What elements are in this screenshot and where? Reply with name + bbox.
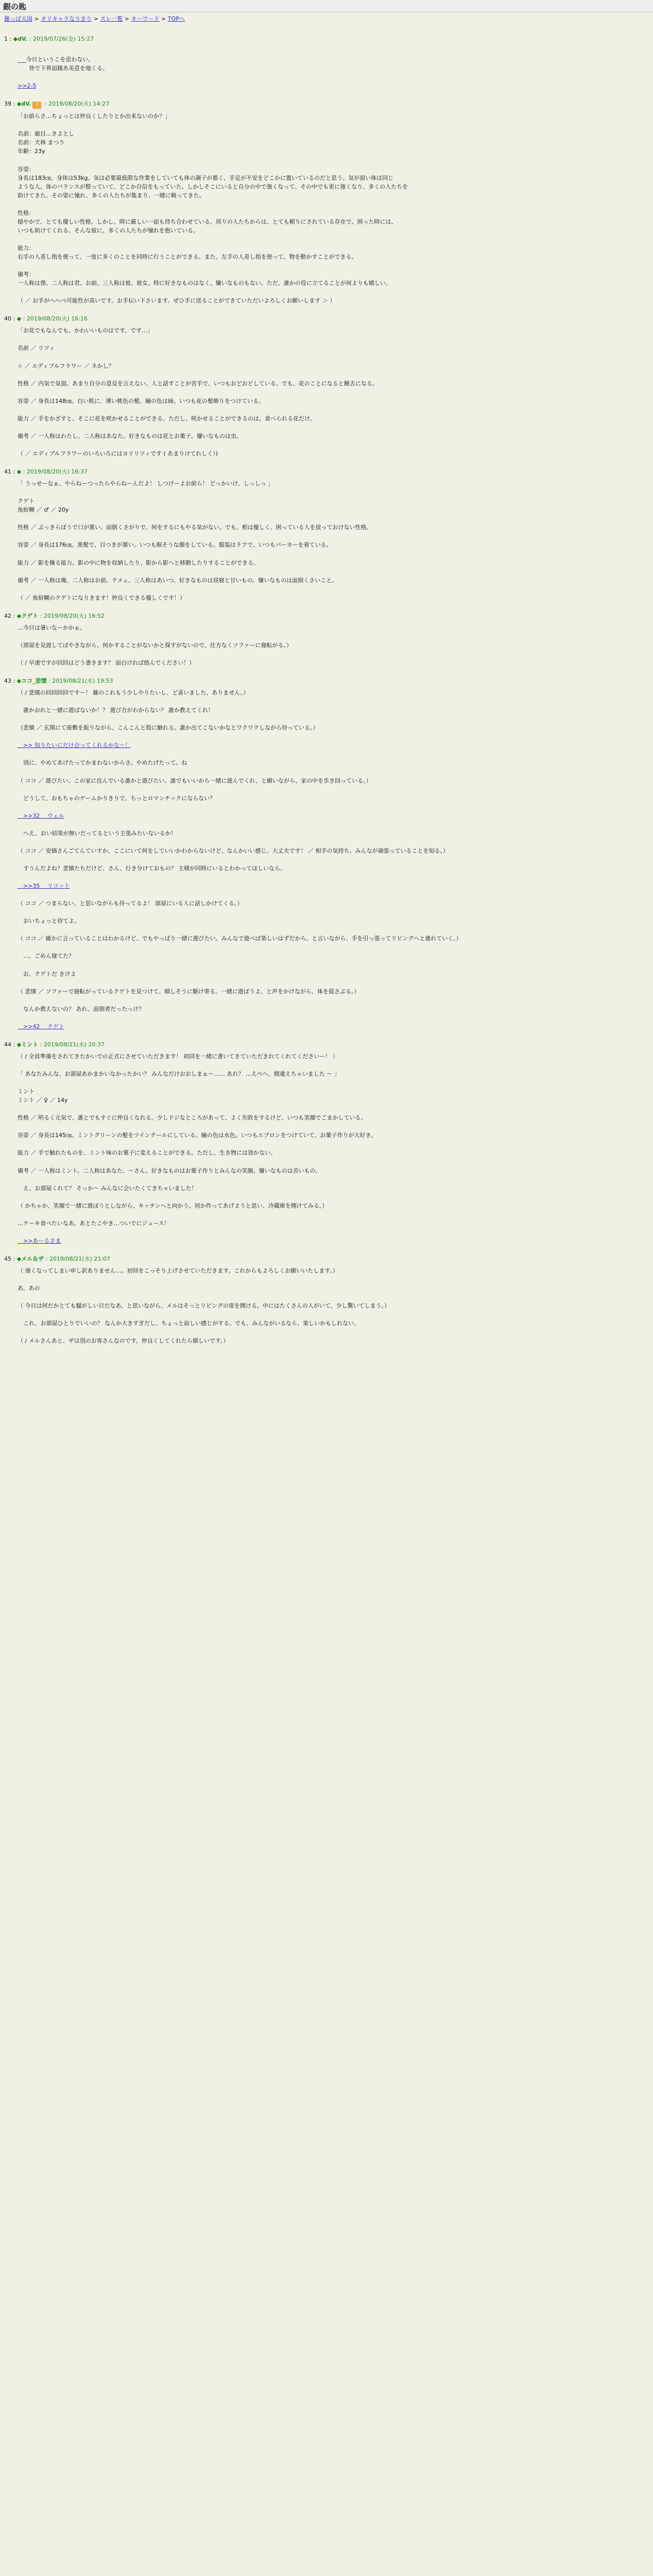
post-body [4,688,649,1031]
blank-line [18,978,649,987]
blank-line [18,532,649,540]
poster-name: クゲト [21,612,39,619]
post-text-line: （部屋を見渡してぼやきながら、何かすることがないかと探すがないので、仕方なくソファーに寝転がる。） [18,641,293,649]
post-header [4,99,649,109]
diamond-icon: ◆ [13,36,18,43]
blank-line [18,200,649,209]
blank-line [18,873,649,882]
post-text-line: （ ／ エディブルフラワーのいろいろにはヨリリツィです ( あまりけてれしく）) [18,450,218,457]
blank-line [18,650,649,658]
blank-line [18,715,649,723]
post-text-line: ___今日というこを思わない。 [18,56,94,63]
post-number[interactable]: 40 : [4,315,17,323]
post-text-line: え、お部屋くれて？ そっか〜 みんなに会いたくてきちゃいました！ [18,1184,197,1192]
blank-line [18,803,649,811]
post-text-line: 右手の人差し指を使って、一度に多くのことを同時に行うことができる。また、左手の人差し指を使って、物を動かすことができる。 [18,253,357,261]
blank-line [18,697,649,706]
post-text-line: （ ココ ／ 遊びたい、この家に住んでいる誰かと遊びたい。誰でもいいから一緒に遊んでくれ、と願いながら、家の中を歩き回っている。） [18,777,372,784]
post-list [0,35,653,1345]
reply-link[interactable]: >>32 ウェル [18,812,64,819]
post-number[interactable]: 44 : [4,1041,17,1048]
post-date: : 2019/08/21(水) 21:07 [44,1255,111,1262]
blank-line [18,1228,649,1236]
blank-line [18,820,649,829]
post-date: : 2019/08/20(火) 16:52 [38,612,105,619]
post-text-line: 性格： [18,209,35,216]
post-text-line: （ / 全員準備をされてきたかいでの正式にさせていただきます！ 初回を一緒に書いてきていただきれてくれてくださいー！ ） [18,1053,338,1060]
post-text-line: クゲト [18,498,35,505]
post-text-line: 備考： [18,271,35,278]
post-header [4,467,649,476]
post-body [4,46,649,90]
post-date: : 2019/07/26(金) 15:27 [27,36,94,43]
poster-name: ココ_悲憤 [21,677,47,685]
post-text-line: 能力 ／ 手をかざすと、そこに花を咲かせることができる。ただし、咲かせることができるのは、食べられる花だけ。 [18,415,316,422]
post-text-line: …、ごめん寝てた？ [18,953,74,960]
post-header [4,1255,649,1263]
post-date: : 2019/08/21(水) 19:53 [46,677,113,685]
breadcrumb-separator: > [159,15,168,22]
post-text-line: なんか教えないの？ あれ、面倒者だったっけ？ [18,1005,145,1012]
blank-line [18,352,649,361]
post-text-line: 穏やかで、とても優しい性格。しかし、時に厳しい一面も持ち合わせている。周りの人たちからは、とても頼りにされている存在で、困った時には、 [18,218,397,225]
post-text-line: 容姿 ／ 身長は148㎝。白い肌に、薄い桃色の髪。瞳の色は緑。いつも花の髪飾りをつけている。 [18,397,264,404]
post-body [4,1052,649,1245]
breadcrumb-separator: > [123,15,131,22]
post [4,35,649,90]
blank-line [18,925,649,934]
reply-link[interactable]: >>35 リコット [18,883,70,890]
post-text-line: （ 悲憤 ／ ソファーで寝転がっているクゲトを見つけて、嬉しそうに駆け寄る。一緒に遊ぼうよ、と声をかけながら、体を揺さぶる。） [18,988,360,995]
post-text-line: すうんだよね？悲憤たちだけど、さん、行き分けておもの？ 主様が同時にいるとわかってほしいなら。 [18,865,286,872]
post-header [4,612,649,620]
blank-line [18,156,649,165]
blank-line [18,261,649,270]
post-body [4,1266,649,1345]
breadcrumb-link[interactable]: オリキャラなりきり [41,15,92,22]
diamond-icon: ◆ [16,1041,22,1048]
post-text-line: （ ココ ／ 安価さんごてんていすか、ここにいて何をしていいかわからないけど、なんかいい感じ。大丈夫です！ ／ 相手の気持ち、みんなが頑張っていることを知る。） [18,847,449,854]
post-text-line: これ、お部屋ひとりでいいの？ なんか大きすぎだし、ちょっと寂しい感じがする。でも、みんながいるなら、楽しいかもしれない。 [18,1320,360,1327]
post-text-line: ミント ／ ♀ ／ 14y [18,1097,68,1104]
post-text-line: （ ／ 角紛糊のクゲトになりきます！仲良くできる優しくです！） [18,594,185,601]
diamond-icon: ◆ [16,315,22,323]
post-text-line: 別に、やめてあげたってかまわないからさ。やめたげたって。ね [18,759,187,767]
breadcrumb-link[interactable]: TOPへ [167,15,185,22]
blank-line [18,567,649,576]
diamond-icon: ◆ [16,612,22,619]
post-number[interactable]: 45 : [4,1255,17,1262]
reply-link[interactable]: >>あーるさま [18,1237,61,1244]
breadcrumb-link[interactable]: スレ一覧 [100,15,123,22]
poster-name: メル＆ザ [21,1255,44,1262]
post-text-line: （ / 悲憤の回回回回です〜！ 雑のこれもう少しやりたいし、ど喜いました、ありません。） [18,689,249,697]
post-text-line: 「 うっせーなぁ、やらねーつったらやらねーんだよ！ しつけーよお前ら！ どっかいけ、しっしっ 」 [18,480,274,487]
blank-line [18,405,649,414]
post-number[interactable]: 39 : [4,100,17,108]
blank-line [18,440,649,449]
reply-link[interactable]: >>42 クゲト [18,1023,64,1030]
post-text-line: お、クゲトだ きけよ [18,970,76,977]
breadcrumb [0,12,653,25]
post-text-line: 備考 ／ 一人称は俺。二人称はお前、テメェ。三人称はあいつ。好きなものは昼寝と甘いもの。嫌いなものは面倒くさいこと。 [18,577,338,584]
post-body [4,479,649,602]
blank-line [18,1078,649,1087]
blank-line [18,1193,649,1201]
blank-line [18,549,649,558]
blank-line [18,1013,649,1022]
post-text-line: 誰かおれと一緒に遊ばないか！？ 遊び方がわからない？ 誰か教えてくれ！ [18,707,214,714]
blank-line [18,996,649,1005]
diamond-icon: ◆ [16,1255,22,1262]
post-text-line: 身長は183㎝、身体は53kg。気は必要最低限な作業をしていても体の調子が悪く、手足が不安をどこかに置いているのだと思う。気が弱い体は同じ [18,174,394,181]
post-text-line: 名前：鹿目…きよとし [18,130,74,138]
post-text-line: 能力： [18,244,35,251]
post-text-line: ミント [18,1088,35,1095]
diamond-icon: ◆ [16,468,22,476]
diamond-icon: ◆ [16,677,22,685]
post-text-line: 性格 ／ 内気で気弱。あまり自分の意見を言えない。人と話すことが苦手で、いつもおどおどしている。でも、花のことになると饒舌になる。 [18,380,378,387]
blank-line [18,1061,649,1070]
blank-line [18,1158,649,1166]
post-text-line: おいちょっと待てよ。 [18,918,80,925]
post-number[interactable]: 1 : [4,36,13,43]
post [4,314,649,458]
post-text-line: （ 遅くなってしまい申し訳ありません…。初回をこっそり上げさせていただきます。これからもよろしくお願いいたします。） [18,1267,339,1275]
post-text-line: （ ／ お手がへへべ可能性が高いです。お手伝い下さいます。ぜひ手に送ることができていただいよろしくお願いします ＞ ） [18,297,336,304]
post-body [4,326,649,458]
blank-line [18,585,649,594]
blank-line [18,388,649,397]
post-text-line: （ / 早速ですが回回はどう書きます？ 面白ければ絡んでください！） [18,659,195,666]
post-text-line: 「お花でもなんでも、かわいいものはです。です…」 [18,327,153,334]
poster-name: dV. [18,36,28,43]
post-body [4,623,649,667]
post-text-line: ☆ ／ エディブルフラワー ／ ネかし？ [18,362,114,369]
post-text-line: ような人。体のバランスが整っていて、どこか自信をもっていた。しかしそこにいると自分の中で強くなって、その中でも更に強くなり、多くの人たちを [18,183,408,190]
post-text-line: いつも助けてくれる。そんな彼に、多くの人たちが憧れを抱いている。 [18,227,199,234]
post-text-line: （ 今日は何だかとても騒がしい日だなあ、と思いながら、メルはそっとリビングの扉を開ける。中にはたくさんの人がいて、少し驚いてしまう。） [18,1302,390,1310]
blank-line [18,890,649,899]
post-date: : 2019/08/20(火) 16:16 [21,315,88,323]
blank-line [18,943,649,952]
breadcrumb-link[interactable]: 雑っぽ天国 [4,15,32,22]
blank-line [18,1293,649,1301]
post-text-line: 容姿 ／ 身長は176㎝。黒髪で、目つきが悪い。いつも眠そうな顔をしている。服装はラフで、いつもパーカーを着ている。 [18,541,332,549]
blank-line [18,423,649,432]
post-text-line: 容姿 ／ 身長は145㎝。ミントグリーンの髪をツインテールにしている。瞳の色は水色。いつもエプロンをつけていて、お菓子作りが大好き。 [18,1132,377,1139]
blank-line [18,73,649,81]
post-number[interactable]: 41 : [4,468,17,476]
post-text-line: 一人称は僕。二人称は君、お前。三人称は彼、彼女。特に好きなものはなく、嫌いなものもない。ただ、誰かの役に立てることが何よりも嬉しい。 [18,280,391,287]
blank-line [18,1175,649,1184]
post-text-line: 名前 ／ リツィ [18,345,55,352]
post-header [4,676,649,685]
blank-line [18,1122,649,1131]
post [4,676,649,1031]
post [4,1040,649,1245]
blank-line [18,335,649,344]
reply-link[interactable]: >>2-5 [18,82,37,90]
blank-line [18,1210,649,1219]
post-header [4,35,649,43]
post-text-line: 備考 ／ 一人称はわたし。二人称はあなた。好きなものは花とお菓子。嫌いなものは虫。 [18,432,242,439]
post-text-line: 性格 ／ 明るく元気で、誰とでもすぐに仲良くなれる。少しドジなところがあって、よく失敗をするけど、いつも笑顔でごまかしている。 [18,1114,367,1122]
owner-badge: 主 [32,101,41,109]
post [4,612,649,667]
post [4,467,649,602]
post-text-line: 年齢：23y [18,148,45,155]
post-text-line: 皆で下界面鏡あ美意を地くる。 [18,65,108,72]
post-date: : 2019/08/21(水) 20:37 [38,1041,105,1048]
blank-line [18,768,649,776]
post-text-line: 性格 ／ ぶっきらぼうで口が悪い。面倒くさがりで、何をするにもやる気がない。でも、根は優しく、困っている人を放っておけない性格。 [18,524,372,531]
post-text-line: …今日は暑いなーかかぁ。 [18,624,85,631]
blank-line [18,1310,649,1319]
post-text-line: 能力 ／ 手で触れたものを、ミント味のお菓子に変えることができる。ただし、生き物には効かない。 [18,1149,276,1157]
post-text-line: あ、あの [18,1285,40,1292]
post-text-line: （悲憤 ／ 玄関にて座敷を振りながら、こんこんと殻に触れる。誰か出てこないかなとワクワクしながら待っている。） [18,724,319,732]
reply-link[interactable]: >> 知りたいにだけ合ってくれるかな〜！ [18,742,131,749]
breadcrumb-separator: > [92,15,100,22]
post-text-line: 名前：犬林 まつり [18,139,65,146]
blank-line [18,750,649,758]
blank-line [18,961,649,970]
blank-line [18,287,649,296]
blank-line [18,1105,649,1113]
poster-name: ミント [21,1041,39,1048]
post-text-line: …ケーキ食べたいなあ。あとたこやき…ついでにジュース！ [18,1219,170,1227]
post-number[interactable]: 43 : [4,677,17,685]
blank-line [18,838,649,846]
post-text-line: （ / メルさんあと、ザは別のお客さんなのです。仲良くしてくれたら嬉しいです。） [18,1337,229,1345]
blank-line [18,855,649,864]
blank-line [18,370,649,379]
blank-line [18,514,649,523]
blank-line [18,235,649,244]
blank-line [18,908,649,917]
post [4,99,649,305]
post-body [4,112,649,305]
diamond-icon: ◆ [16,100,22,108]
breadcrumb-link[interactable]: キーワード [131,15,160,22]
blank-line [18,1275,649,1284]
post-header [4,1040,649,1049]
post-text-line: 「お前らさ…ちょっとは仲良くしたりとか出来ないのか？」 [18,113,170,120]
post-text-line: （ ココ ／ 確かに言っていることはわかるけど、でもやっぱり一緒に遊びたい。みんなで遊べば楽しいはずだから。と言いながら、手を引っ張ってリビングへと連れていく。） [18,935,462,942]
post-text-line: 能力 ／ 影を操る能力。影の中に物を収納したり、影から影へと移動したりすることができる。 [18,559,259,566]
blank-line [18,1328,649,1336]
post-date: : 2019/08/20(火) 16:37 [21,468,88,476]
blank-line [18,488,649,497]
post-text-line: どうして、おもちゃのゲームかりきりで、ちっとロマンチックにならない？ [18,794,216,802]
post-header [4,314,649,323]
post-text-line: へえ、おい結果が無いだってるという主張みたいないるか！ [18,829,177,837]
blank-line [18,1140,649,1148]
blank-line [18,785,649,794]
post-text-line: 角紛糊 ／ ♂ ／ 20y [18,506,69,514]
page-title: 銀の匙 [0,0,653,12]
blank-line [18,46,649,55]
post-text-line: 備考 ／ 一人称はミント。二人称はあなた、〜さん。好きなものはお菓子作りとみんなの笑顔。嫌いなものは苦いもの。 [18,1167,321,1174]
blank-line [18,632,649,641]
post-text-line: 助けてきた。その姿に憧れ、多くの人たちが集まり、一緒に戦ってきた。 [18,192,205,199]
post-text-line: 「 あなたみんな、お部屋あかまかいなかったかい？ みんなだけおおしまぁ〜…… あれ？ …えぺへ、間違えちゃいました 〜 」 [18,1071,340,1078]
poster-name: dV. [21,100,31,108]
breadcrumb-separator: > [32,15,41,22]
post-text-line: 容姿： [18,165,35,173]
post [4,1255,649,1345]
post-text-line: （ かちゃか、笑顔で一緒に遊ぼうとしながら、キッチンへと向かう。何か作ってあげようと思い、冷蔵庫を開けてみる。） [18,1202,328,1209]
blank-line [18,121,649,129]
post-text-line: （ ココ ／ つまらない、と思いながらも待ってるよ！ 部屋にいる人に話しかけてくる。） [18,900,243,907]
blank-line [18,732,649,741]
post-number[interactable]: 42 : [4,612,17,619]
post-date: : 2019/08/20(火) 14:27 [43,100,110,108]
